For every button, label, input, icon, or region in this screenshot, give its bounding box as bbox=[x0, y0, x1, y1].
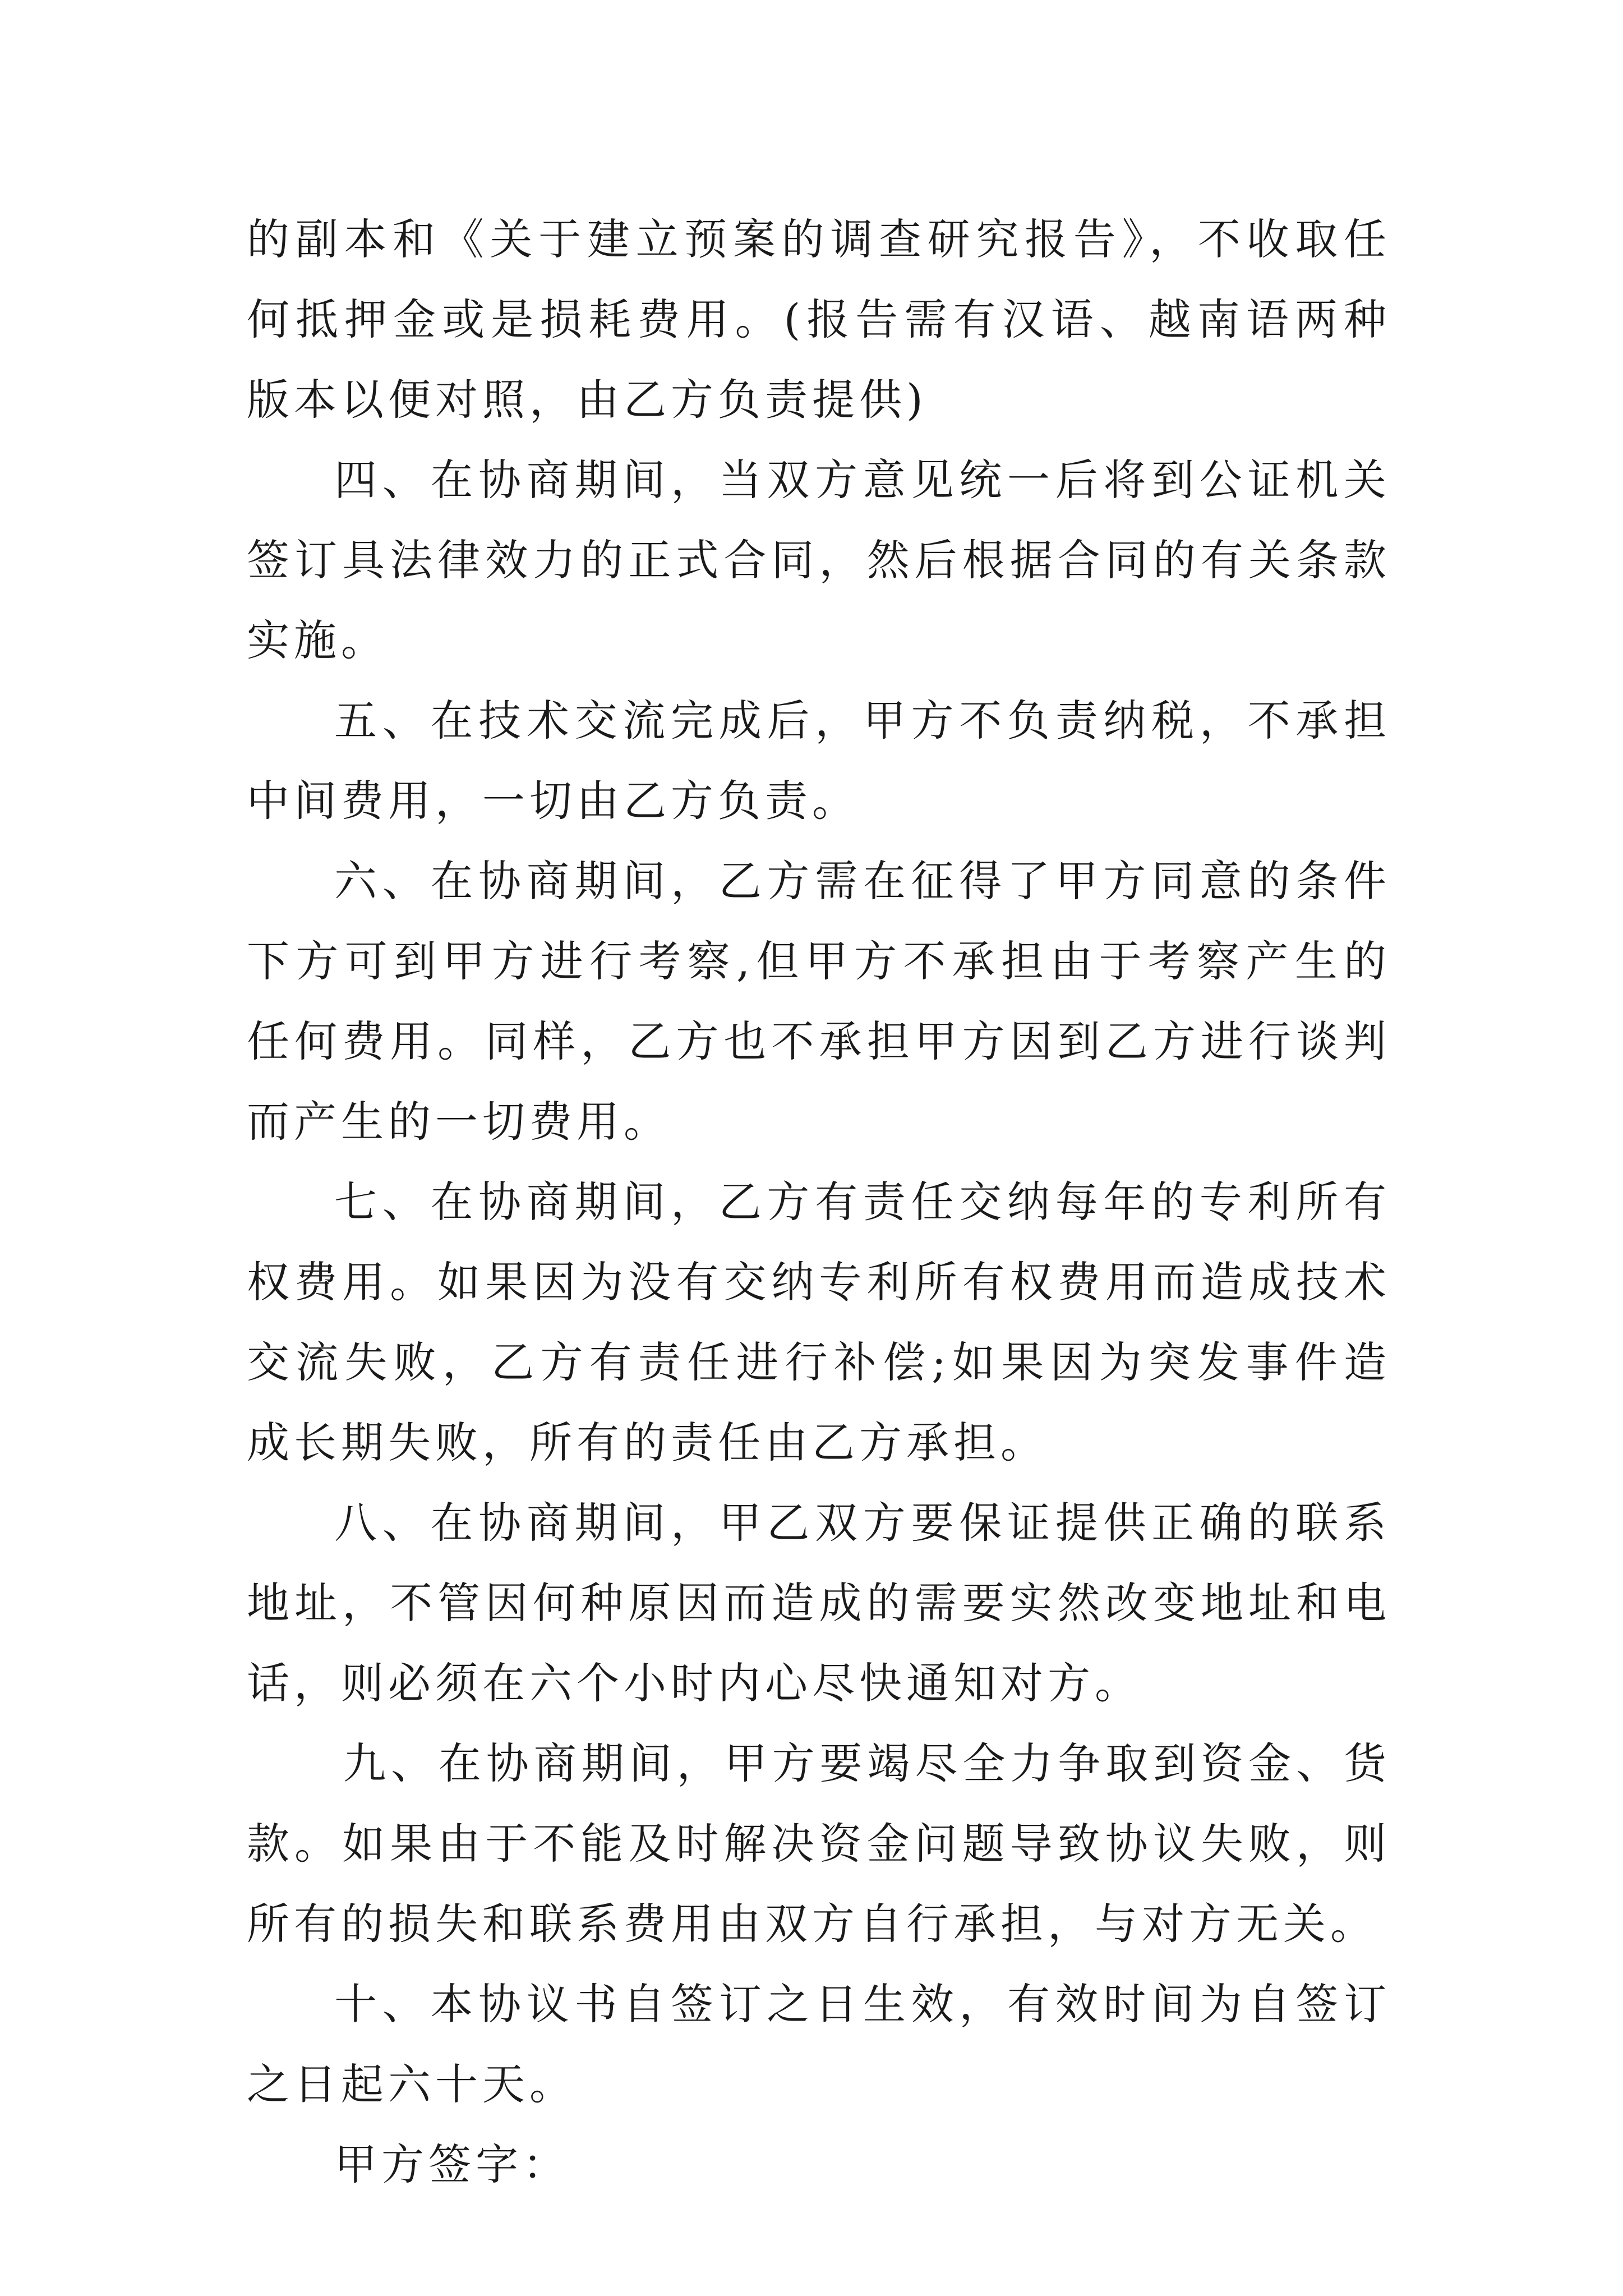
paragraph-clause-7: 七、在协商期间，乙方有责任交纳每年的专利所有权费用。如果因为没有交纳专利所有权费用而造成技术交流失败，乙方有责任进行补偿;如果因为突发事件造成长期失败，所有的责任由乙方承担。 bbox=[247, 1177, 1391, 1467]
document-body bbox=[247, 199, 1391, 2205]
paragraph-clause-9: 九、在协商期间，甲方要竭尽全力争取到资金、货款。如果由于不能及时解决资金问题导致协议失败，则所有的损失和联系费用由双方自行承担，与对方无关。 bbox=[247, 1738, 1391, 1949]
signature-line-party-a: 甲方签字： bbox=[334, 2139, 570, 2189]
paragraph-clause-10: 十、本协议书自签订之日生效，有效时间为自签订之日起六十天。 bbox=[247, 1979, 1391, 2109]
paragraph-clause-4: 四、在协商期间，当双方意见统一后将到公证机关签订具法律效力的正式合同，然后根据合同的有关条款实施。 bbox=[247, 455, 1391, 665]
paragraph-continued: 的副本和《关于建立预案的调查研究报告》，不收取任何抵押金或是损耗费用。(报告需有汉语、越南语两种版本以便对照，由乙方负责提供) bbox=[247, 214, 1391, 425]
paragraph-clause-5: 五、在技术交流完成后，甲方不负责纳税，不承担中间费用，一切由乙方负责。 bbox=[247, 696, 1391, 826]
paragraph-clause-6: 六、在协商期间，乙方需在征得了甲方同意的条件下方可到甲方进行考察,但甲方不承担由于考察产生的任何费用。同样，乙方也不承担甲方因到乙方进行谈判而产生的一切费用。 bbox=[247, 856, 1391, 1147]
paragraph-clause-8: 八、在协商期间，甲乙双方要保证提供正确的联系地址，不管因何种原因而造成的需要实然改变地址和电话，则必须在六个小时内心尽快通知对方。 bbox=[247, 1498, 1391, 1708]
